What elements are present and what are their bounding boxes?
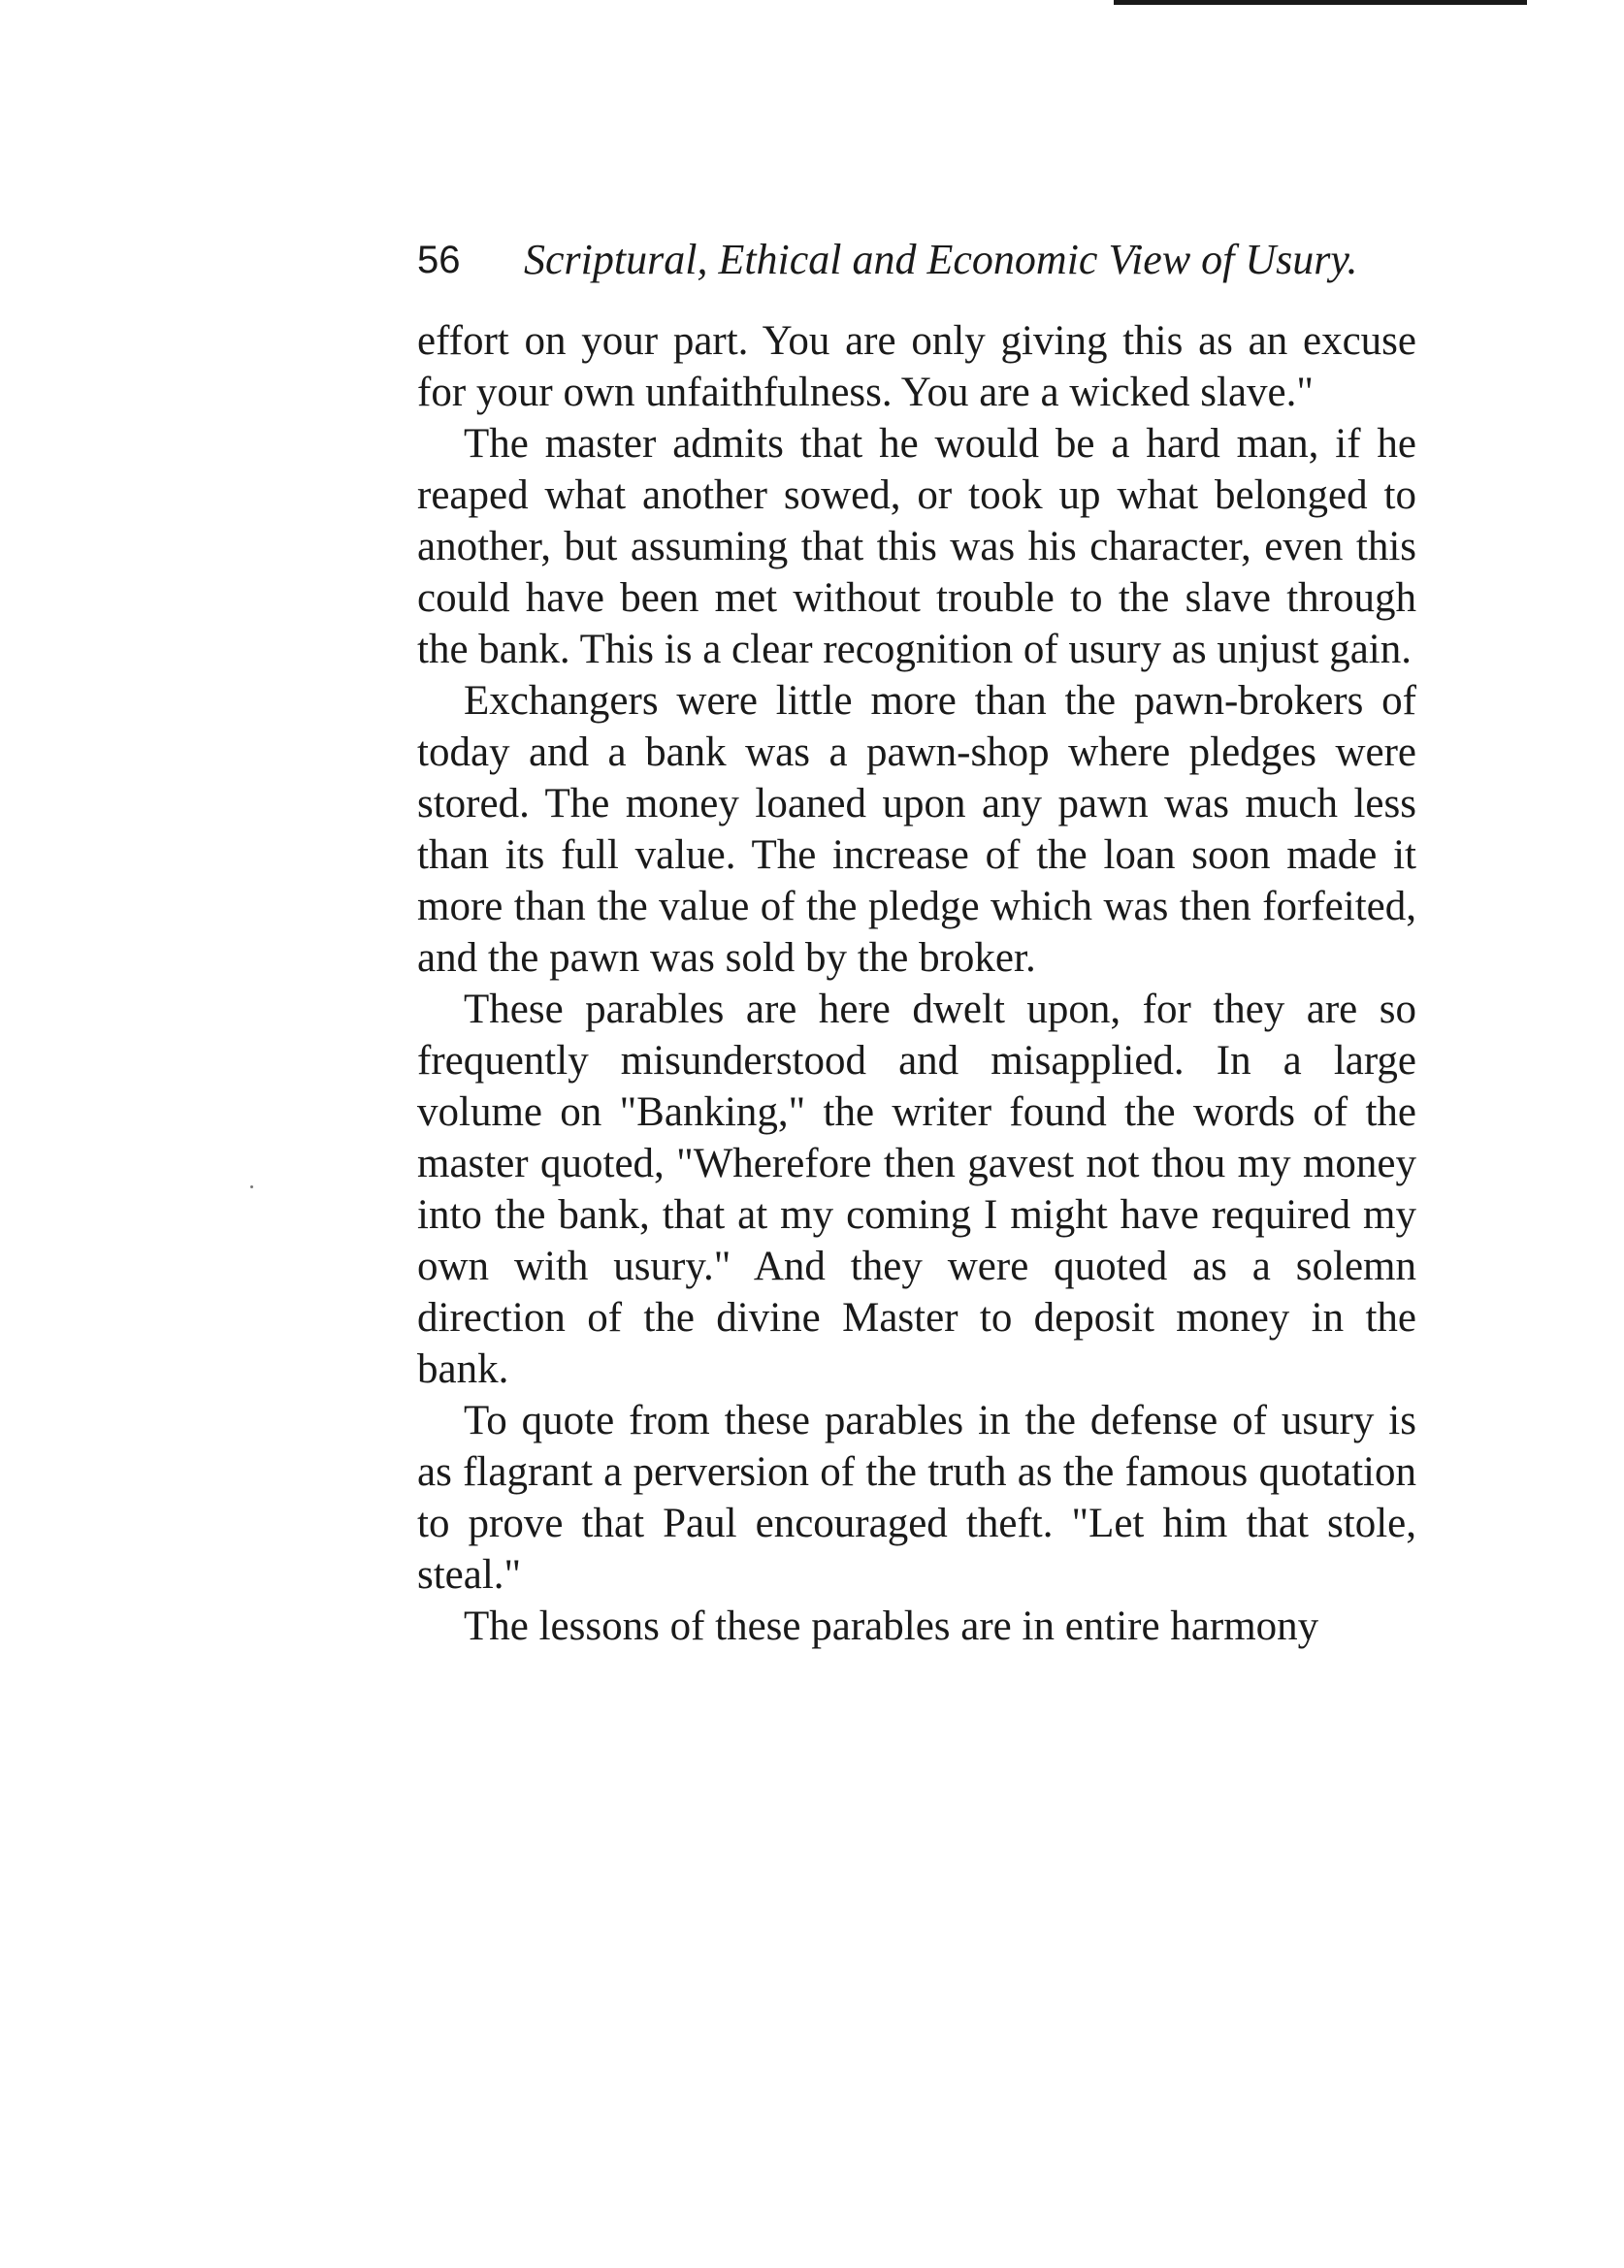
body-text: [417, 315, 1416, 1652]
paragraph-continued: effort on your part. You are only giving this as an excuse for your own unfaithfulness. You are a wicked slave.": [417, 318, 1416, 415]
paragraph: The master admits that he would be a hard man, if he reaped what another sowed, or took up what belonged to another, but assuming that this was his character, even this could have been met without trouble to the slave through the bank. This is a clear recognition of usury as unjust gain.: [417, 421, 1416, 672]
paragraph: Exchangers were little more than the pawn-brokers of today and a bank was a pawn-shop where pledges were stored. The money loaned upon any pawn was much less than its full value. The increase of the loan soon made it more than the value of the pledge which was then forfeited, and the pawn was sold by the broker.: [417, 678, 1416, 981]
paragraph-continues: The lessons of these parables are in entire harmony: [464, 1604, 1319, 1649]
paragraph: To quote from these parables in the defense of usury is as flagrant a perversion of the truth as the famous quotation to prove that Paul encouraged theft. "Let him that stole, steal.": [417, 1398, 1416, 1598]
top-rule: [1114, 0, 1527, 5]
running-title: Scriptural, Ethical and Economic View of Usury.: [524, 236, 1358, 283]
page-header: [417, 231, 1416, 289]
paragraph: These parables are here dwelt upon, for they are so frequently misunderstood and misapplied. In a large volume on "Banking," the writer found the words of the master quoted, "Wherefore then gavest not thou my money into the bank, that at my coming I might have required my own with usury." And they were quoted as a solemn direction of the divine Master to deposit money in the bank.: [417, 987, 1416, 1392]
scan-speck: [250, 1185, 253, 1188]
page-number: 56: [417, 239, 461, 281]
